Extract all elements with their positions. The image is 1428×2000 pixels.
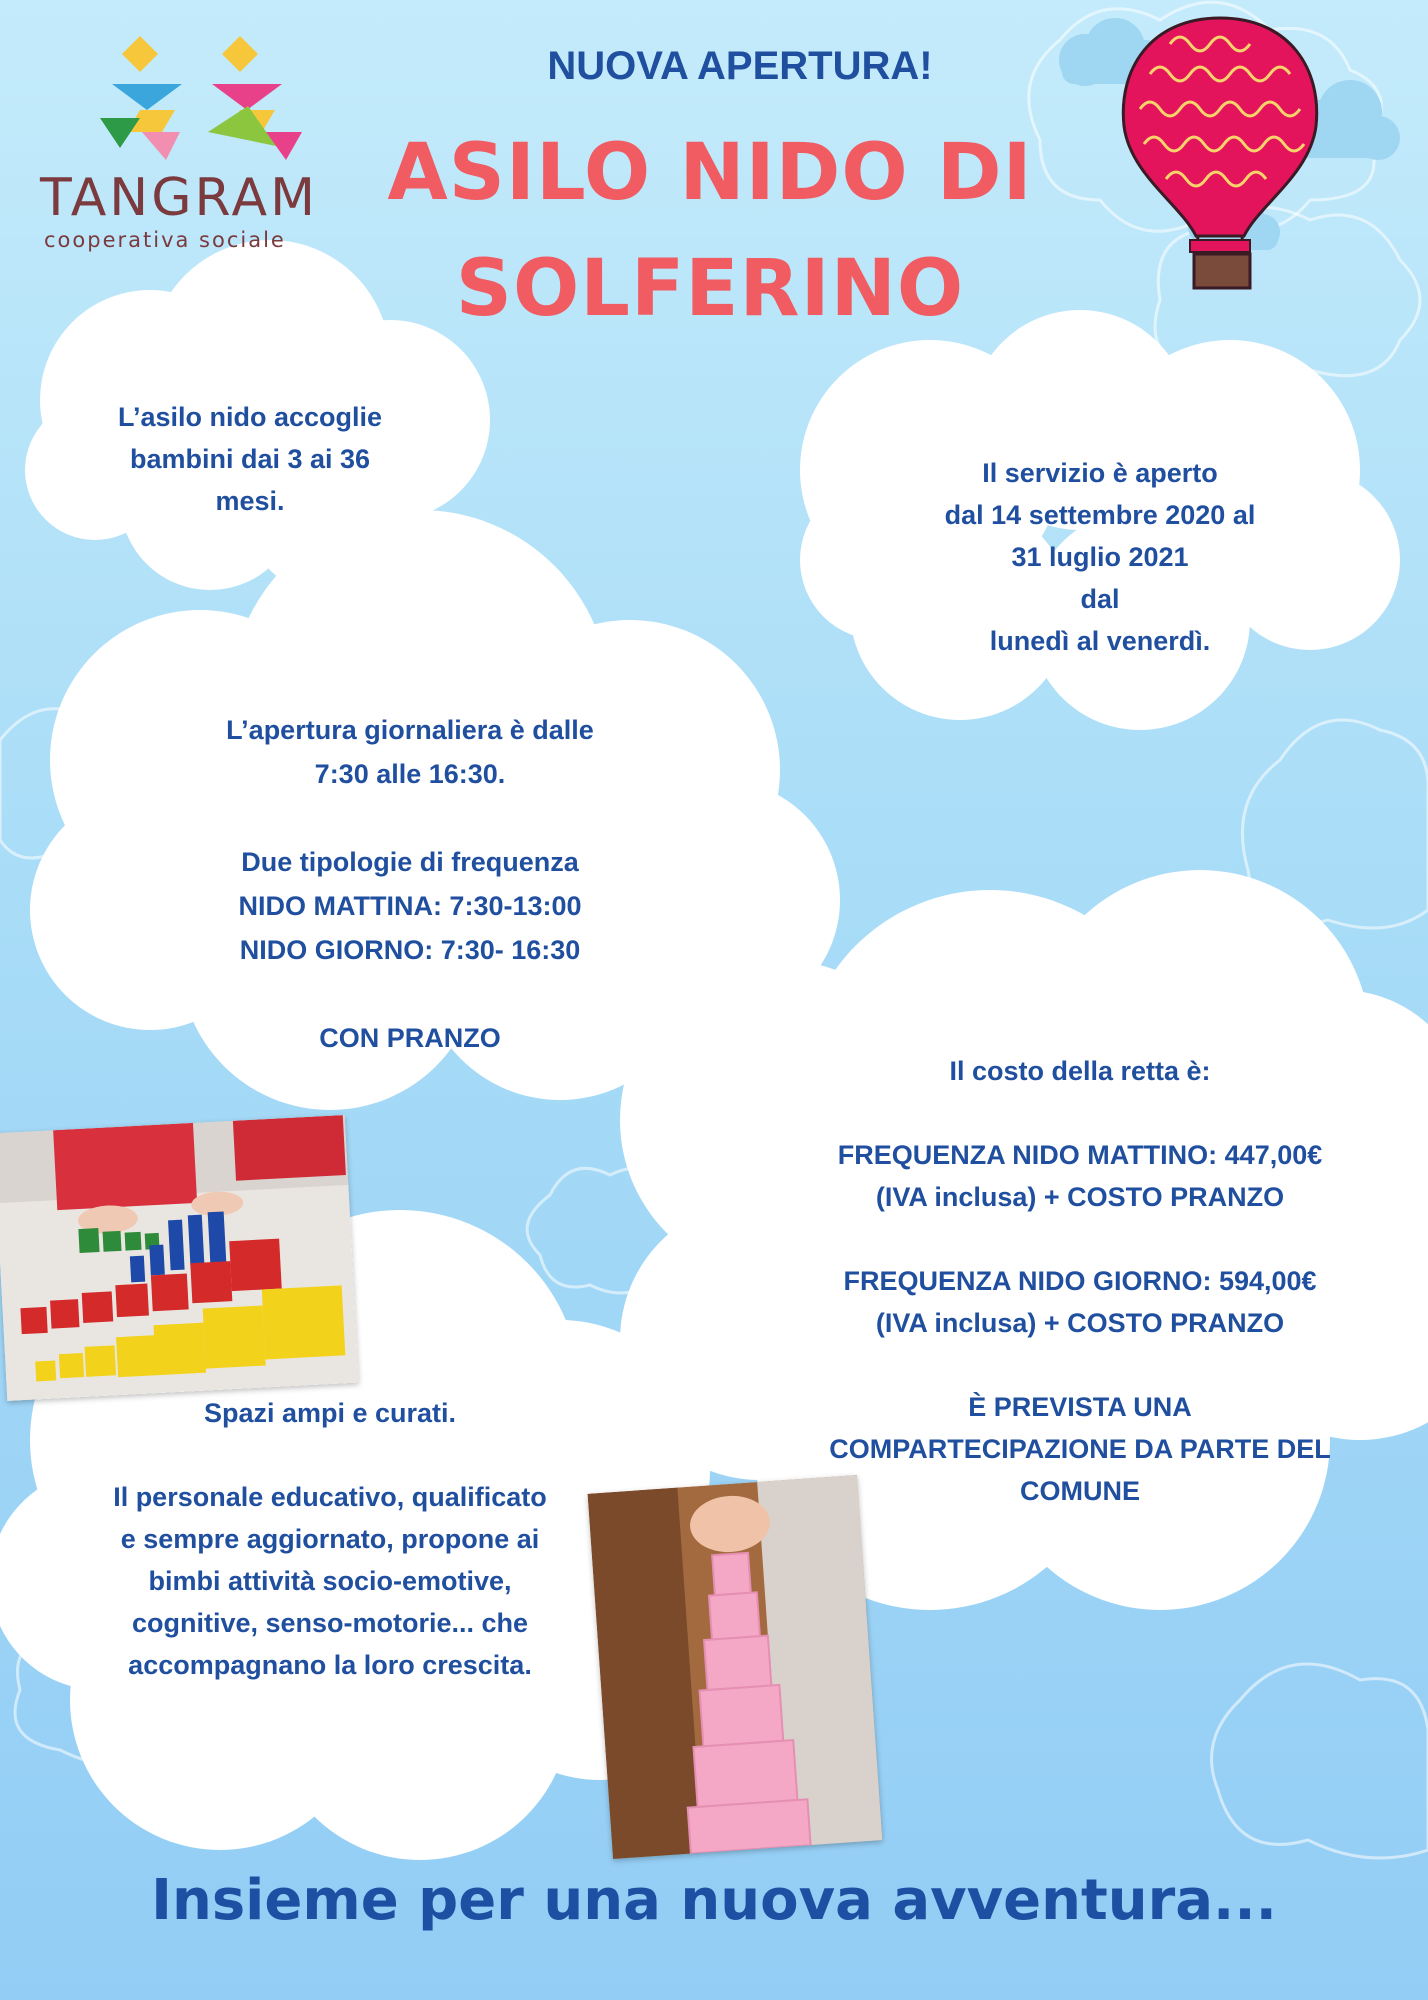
outline-cloud	[1212, 1664, 1428, 1858]
page-title-line2: SOLFERINO	[455, 244, 965, 334]
page-title-line1: ASILO NIDO DI	[387, 128, 1033, 218]
tangram-figures-icon	[80, 36, 330, 166]
kicker-text: NUOVA APERTURA!	[547, 44, 933, 88]
photo-pink-tower	[588, 1475, 883, 1859]
pink-tower-image	[588, 1475, 883, 1859]
footer-slogan: Insieme per una nuova avventura...	[151, 1868, 1277, 1933]
logo-name: TANGRAM	[40, 168, 318, 228]
cylinders-image	[0, 1115, 359, 1401]
hot-air-balloon-icon	[1110, 14, 1330, 294]
cloud-age-text: L’asilo nido accoglie bambini dai 3 ai 36 mesi.	[117, 402, 383, 516]
cloud-dates-text: Il servizio è aperto dal 14 settembre 2020 al 31 luglio 2021 dal lunedì al venerdì.	[944, 458, 1256, 656]
cloud-spaces-text: Spazi ampi e curati. Il personale educativo, qualificato e sempre aggiornato, propone ai bimbi attività socio-emotive, cognitive, senso-motorie... che accompagnano la loro crescita.	[113, 1398, 547, 1680]
cloud-costs-text: Il costo della retta è: FREQUENZA NIDO MATTINO: 447,00€ (IVA inclusa) + COSTO PRANZO FREQUENZA NIDO GIORNO: 594,00€ (IVA inclusa) + COSTO PRANZO È PREVISTA UNA COMPARTECIPAZIONE DA PARTE DEL COMUNE	[829, 1056, 1331, 1506]
logo-subtitle: cooperativa sociale	[44, 228, 286, 252]
photo-cylinders	[0, 1115, 359, 1401]
cloud-hours-text: L’apertura giornaliera è dalle 7:30 alle 16:30. Due tipologie di frequenza NIDO MATTINA: 7:30-13:00 NIDO GIORNO: 7:30- 16:30 CON PRANZO	[226, 715, 594, 1053]
